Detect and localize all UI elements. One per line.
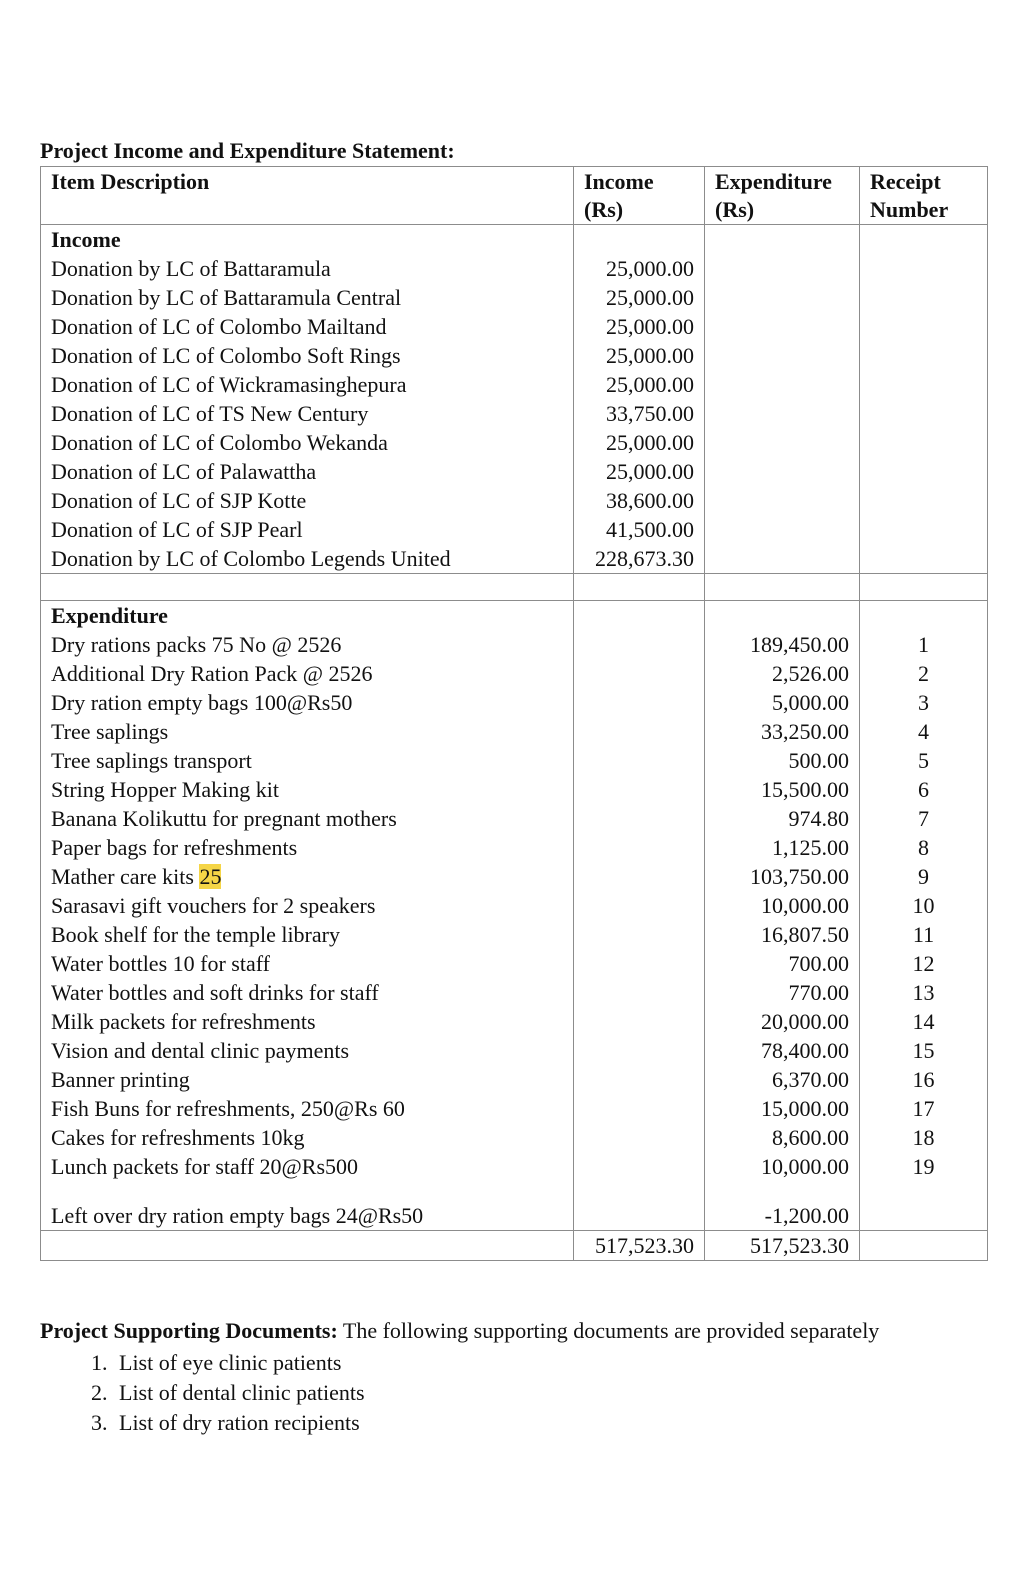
expenditure-description — [41, 1094, 574, 1123]
receipt-number: 4 — [860, 717, 988, 746]
empty-cell — [574, 978, 705, 1007]
expenditure-section — [41, 601, 988, 1182]
empty-cell — [860, 544, 988, 574]
income-amount: 228,673.30 — [574, 544, 705, 574]
totals-section — [41, 1181, 988, 1261]
table-row — [41, 1152, 988, 1181]
expenditure-heading-row — [41, 601, 988, 631]
expenditure-description — [41, 1123, 574, 1152]
expenditure-description — [41, 717, 574, 746]
empty-cell — [574, 1036, 705, 1065]
income-description: Donation of LC of Colombo Wekanda — [41, 428, 574, 457]
empty-cell — [574, 717, 705, 746]
table-header-row — [41, 167, 988, 225]
expenditure-description-text: Water bottles and soft drinks for staff — [51, 979, 379, 1005]
expenditure-description-text: Banana Kolikuttu for pregnant mothers — [51, 805, 397, 831]
supporting-intro — [40, 1318, 1000, 1344]
table-row — [41, 804, 988, 833]
supporting-documents — [40, 1318, 1000, 1438]
empty-cell — [574, 574, 705, 601]
expenditure-description-text: Milk packets for refreshments — [51, 1008, 316, 1034]
table-row — [41, 312, 988, 341]
empty-cell — [574, 1094, 705, 1123]
expenditure-amount: 33,250.00 — [705, 717, 860, 746]
expenditure-amount: 5,000.00 — [705, 688, 860, 717]
empty-cell — [574, 804, 705, 833]
expenditure-description — [41, 891, 574, 920]
expenditure-amount: 500.00 — [705, 746, 860, 775]
receipt-number: 12 — [860, 949, 988, 978]
expenditure-description — [41, 804, 574, 833]
empty-cell — [860, 283, 988, 312]
expenditure-description — [41, 1036, 574, 1065]
table-row — [41, 659, 988, 688]
expenditure-amount: 770.00 — [705, 978, 860, 1007]
receipt-number: 3 — [860, 688, 988, 717]
income-heading: Income — [41, 225, 574, 255]
list-item: 1. List of eye clinic patients — [113, 1348, 1000, 1378]
receipt-number: 10 — [860, 891, 988, 920]
table-row — [41, 1094, 988, 1123]
expenditure-description-text: Book shelf for the temple library — [51, 921, 340, 947]
expenditure-description-text: Vision and dental clinic payments — [51, 1037, 350, 1063]
table-row — [41, 515, 988, 544]
empty-cell — [574, 1007, 705, 1036]
empty-cell — [574, 862, 705, 891]
expenditure-amount: 15,000.00 — [705, 1094, 860, 1123]
table-row — [41, 1123, 988, 1152]
expenditure-amount: 103,750.00 — [705, 862, 860, 891]
empty-cell — [705, 283, 860, 312]
expenditure-description — [41, 746, 574, 775]
expenditure-description — [41, 1007, 574, 1036]
income-expenditure-table — [40, 166, 988, 1261]
empty-cell — [860, 341, 988, 370]
empty-cell — [574, 1152, 705, 1181]
expenditure-amount: 10,000.00 — [705, 891, 860, 920]
expenditure-amount: 189,450.00 — [705, 630, 860, 659]
receipt-number: 14 — [860, 1007, 988, 1036]
table-row — [41, 254, 988, 283]
income-description: Donation of LC of Palawattha — [41, 457, 574, 486]
table-row — [41, 949, 988, 978]
empty-cell — [574, 1123, 705, 1152]
income-description: Donation of LC of Colombo Mailtand — [41, 312, 574, 341]
income-description: Donation by LC of Colombo Legends United — [41, 544, 574, 574]
income-description: Donation of LC of SJP Pearl — [41, 515, 574, 544]
income-description: Donation by LC of Battaramula — [41, 254, 574, 283]
income-amount: 25,000.00 — [574, 341, 705, 370]
expenditure-description-text: Tree saplings — [51, 718, 169, 744]
table-row — [41, 428, 988, 457]
table-row — [41, 775, 988, 804]
expenditure-description-text: Cakes for refreshments 10kg — [51, 1124, 305, 1150]
income-amount: 25,000.00 — [574, 457, 705, 486]
list-item: 2. List of dental clinic patients — [113, 1378, 1000, 1408]
receipt-number: 13 — [860, 978, 988, 1007]
empty-cell — [574, 949, 705, 978]
table-row — [41, 920, 988, 949]
income-description: Donation of LC of Colombo Soft Rings — [41, 341, 574, 370]
income-section — [41, 225, 988, 601]
empty-cell — [860, 601, 988, 631]
expenditure-description — [41, 688, 574, 717]
empty-cell — [705, 254, 860, 283]
table-row — [41, 457, 988, 486]
expenditure-description-text: Dry ration empty bags 100@Rs50 — [51, 689, 353, 715]
empty-cell — [860, 428, 988, 457]
expenditure-amount: 8,600.00 — [705, 1123, 860, 1152]
empty-cell — [705, 544, 860, 574]
expenditure-amount: 1,125.00 — [705, 833, 860, 862]
col-header-description: Item Description — [41, 167, 574, 225]
empty-cell — [705, 428, 860, 457]
receipt-number: 11 — [860, 920, 988, 949]
receipt-number: 17 — [860, 1094, 988, 1123]
leftover-amount: -1,200.00 — [705, 1201, 860, 1231]
table-row — [41, 1007, 988, 1036]
expenditure-description — [41, 1152, 574, 1181]
income-heading-row — [41, 225, 988, 255]
expenditure-description-text: Lunch packets for staff 20@Rs500 — [51, 1153, 359, 1179]
receipt-number: 19 — [860, 1152, 988, 1181]
income-amount: 25,000.00 — [574, 283, 705, 312]
list-item: 3. List of dry ration recipients — [113, 1408, 1000, 1438]
expenditure-amount: 10,000.00 — [705, 1152, 860, 1181]
income-amount: 25,000.00 — [574, 312, 705, 341]
expenditure-description-text: Dry rations packs 75 No @ 2526 — [51, 631, 342, 657]
income-amount: 25,000.00 — [574, 370, 705, 399]
table-row — [41, 746, 988, 775]
empty-cell — [574, 659, 705, 688]
receipt-number: 9 — [860, 862, 988, 891]
expenditure-amount: 974.80 — [705, 804, 860, 833]
empty-cell — [574, 688, 705, 717]
expenditure-heading: Expenditure — [41, 601, 574, 631]
expenditure-description-text: Banner printing — [51, 1066, 190, 1092]
expenditure-amount: 700.00 — [705, 949, 860, 978]
expenditure-description-text: Mather care kits — [51, 863, 194, 889]
income-description: Donation of LC of TS New Century — [41, 399, 574, 428]
table-row — [41, 486, 988, 515]
receipt-number: 15 — [860, 1036, 988, 1065]
empty-cell — [574, 775, 705, 804]
table-row — [41, 399, 988, 428]
expenditure-description-text: Water bottles 10 for staff — [51, 950, 270, 976]
empty-cell — [705, 341, 860, 370]
expenditure-description-text: String Hopper Making kit — [51, 776, 279, 802]
expenditure-amount: 6,370.00 — [705, 1065, 860, 1094]
supporting-text: The following supporting documents are provided separately — [337, 1318, 880, 1343]
expenditure-description — [41, 862, 574, 891]
receipt-number: 5 — [860, 746, 988, 775]
supporting-heading: Project Supporting Documents: — [40, 1318, 338, 1343]
col-header-income: Income (Rs) — [574, 167, 705, 225]
table-row — [41, 978, 988, 1007]
supporting-list — [40, 1348, 1000, 1438]
income-description: Donation of LC of Wickramasinghepura — [41, 370, 574, 399]
empty-cell — [860, 312, 988, 341]
income-amount: 41,500.00 — [574, 515, 705, 544]
empty-cell — [574, 630, 705, 659]
income-amount: 25,000.00 — [574, 254, 705, 283]
empty-cell — [705, 225, 860, 255]
empty-cell — [574, 746, 705, 775]
receipt-number: 18 — [860, 1123, 988, 1152]
table-row — [41, 341, 988, 370]
table-row — [41, 1181, 988, 1201]
income-amount: 25,000.00 — [574, 428, 705, 457]
empty-cell — [574, 833, 705, 862]
empty-cell — [705, 399, 860, 428]
income-description: Donation of LC of SJP Kotte — [41, 486, 574, 515]
empty-cell — [705, 312, 860, 341]
empty-cell — [860, 370, 988, 399]
expenditure-description-text: Paper bags for refreshments — [51, 834, 298, 860]
income-amount: 33,750.00 — [574, 399, 705, 428]
table-row — [41, 630, 988, 659]
expenditure-amount: 78,400.00 — [705, 1036, 860, 1065]
table-row — [41, 283, 988, 312]
table-row — [41, 1065, 988, 1094]
expenditure-description — [41, 775, 574, 804]
table-row — [41, 833, 988, 862]
expenditure-amount: 15,500.00 — [705, 775, 860, 804]
empty-cell — [860, 515, 988, 544]
empty-cell — [860, 486, 988, 515]
total-expenditure: 517,523.30 — [705, 1231, 860, 1261]
empty-cell — [41, 574, 574, 601]
expenditure-description — [41, 630, 574, 659]
receipt-number: 7 — [860, 804, 988, 833]
expenditure-description-text: Sarasavi gift vouchers for 2 speakers — [51, 892, 376, 918]
receipt-number: 1 — [860, 630, 988, 659]
col-header-receipt: Receipt Number — [860, 167, 988, 225]
statement-title: Project Income and Expenditure Statement: — [40, 138, 455, 163]
empty-cell — [860, 254, 988, 283]
expenditure-amount: 2,526.00 — [705, 659, 860, 688]
table-row — [41, 370, 988, 399]
expenditure-description-text: Fish Buns for refreshments, 250@Rs 60 — [51, 1095, 405, 1121]
empty-cell — [860, 225, 988, 255]
table-row — [41, 862, 988, 891]
expenditure-description — [41, 920, 574, 949]
expenditure-description — [41, 659, 574, 688]
empty-cell — [860, 574, 988, 601]
empty-cell — [574, 920, 705, 949]
receipt-number: 2 — [860, 659, 988, 688]
leftover-description: Left over dry ration empty bags 24@Rs50 — [41, 1201, 574, 1231]
empty-cell — [574, 601, 705, 631]
receipt-number: 8 — [860, 833, 988, 862]
expenditure-description — [41, 1065, 574, 1094]
table-row — [41, 574, 988, 601]
expenditure-description-text: Tree saplings transport — [51, 747, 252, 773]
income-amount: 38,600.00 — [574, 486, 705, 515]
table-row — [41, 717, 988, 746]
highlight-mark: 25 — [199, 863, 222, 889]
income-description: Donation by LC of Battaramula Central — [41, 283, 574, 312]
leftover-row — [41, 1201, 988, 1231]
col-header-expenditure: Expenditure (Rs) — [705, 167, 860, 225]
expenditure-amount: 16,807.50 — [705, 920, 860, 949]
empty-cell — [705, 574, 860, 601]
receipt-number: 6 — [860, 775, 988, 804]
empty-cell — [860, 399, 988, 428]
expenditure-amount: 20,000.00 — [705, 1007, 860, 1036]
table-row — [41, 544, 988, 574]
empty-cell — [705, 515, 860, 544]
expenditure-description — [41, 978, 574, 1007]
table-row — [41, 688, 988, 717]
totals-row — [41, 1231, 988, 1261]
expenditure-description-text: Additional Dry Ration Pack @ 2526 — [51, 660, 373, 686]
empty-cell — [705, 457, 860, 486]
empty-cell — [860, 457, 988, 486]
expenditure-description — [41, 833, 574, 862]
empty-cell — [705, 601, 860, 631]
empty-cell — [574, 225, 705, 255]
empty-cell — [574, 1065, 705, 1094]
expenditure-description — [41, 949, 574, 978]
empty-cell — [705, 486, 860, 515]
table-row — [41, 1036, 988, 1065]
table-row — [41, 891, 988, 920]
empty-cell — [705, 370, 860, 399]
receipt-number: 16 — [860, 1065, 988, 1094]
empty-cell — [574, 891, 705, 920]
total-income: 517,523.30 — [574, 1231, 705, 1261]
